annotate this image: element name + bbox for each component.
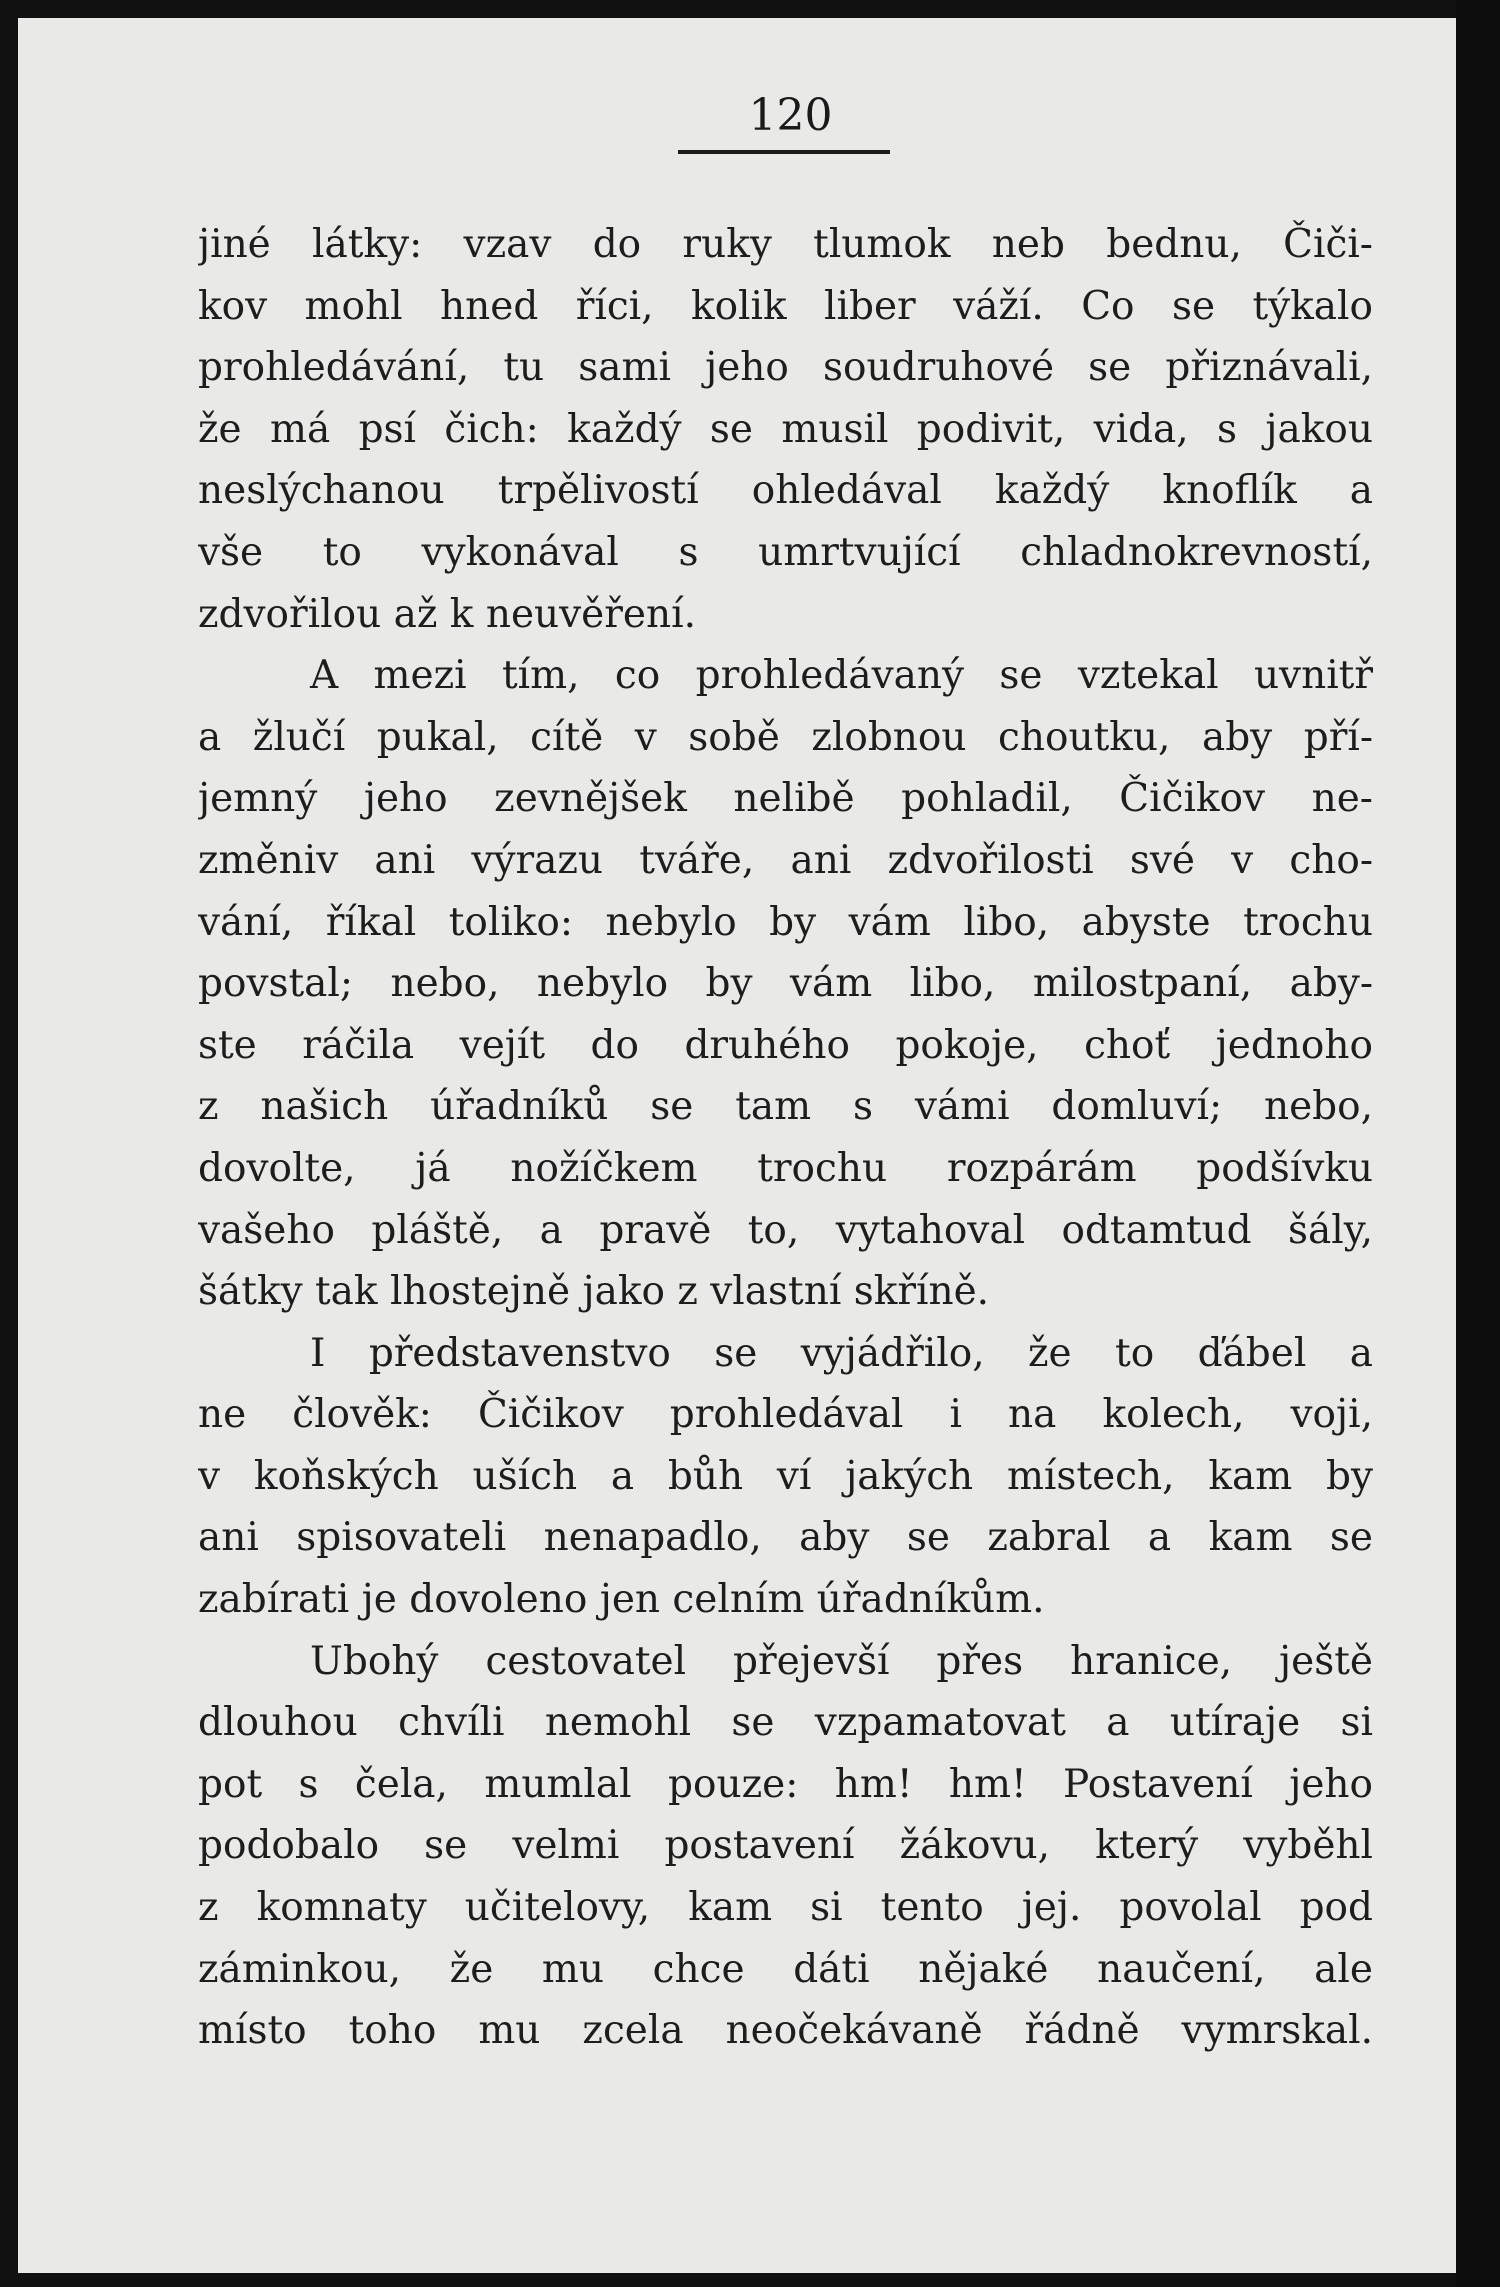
text-line: jiné látky: vzav do ruky tlumok neb bednu, Čiči-	[198, 222, 1373, 267]
text-line: A mezi tím, co prohledávaný se vztekal uvnitř	[310, 653, 1373, 699]
text-line: šátky tak lhostejně jako z vlastní skříně.	[198, 1269, 990, 1315]
text-line: záminkou, že mu chce dáti nějaké naučení, ale	[198, 1946, 1373, 1992]
text-line: I představenstvo se vyjádřilo, že to ďábel a	[310, 1330, 1373, 1376]
text-line: povstal; nebo, nebylo by vám libo, milostpaní, aby-	[198, 961, 1373, 1007]
text-line: v koňských uších a bůh ví jakých místech, kam by	[198, 1453, 1373, 1499]
page-number: 120	[748, 90, 833, 141]
text-line: a žlučí pukal, cítě v sobě zlobnou choutku, aby pří-	[198, 714, 1373, 760]
text-line: kov mohl hned říci, kolik liber váží. Co se týkalo	[198, 283, 1373, 329]
text-line: ne člověk: Čičikov prohledával i na kolech, voji,	[198, 1392, 1373, 1438]
text-line: zabírati je dovoleno jen celním úřadníkům.	[198, 1577, 1045, 1623]
text-line: že má psí čich: každý se musil podivit, vida, s jakou	[198, 406, 1373, 452]
text-line: neslýchanou trpělivostí ohledával každý knoflík a	[198, 468, 1373, 514]
text-line: pot s čela, mumlal pouze: hm! hm! Postavení jeho	[198, 1761, 1373, 1807]
book-page	[18, 18, 1456, 2273]
text-line: prohledávání, tu sami jeho soudruhové se přiznávali,	[198, 345, 1373, 391]
text-line: místo toho mu zcela neočekávaně řádně vymrskal.	[198, 2008, 1373, 2054]
text-line: zdvořilou až k neuvěření.	[198, 591, 696, 637]
text-line: ste ráčila vejít do druhého pokoje, choť jednoho	[198, 1022, 1373, 1068]
text-line: z komnaty učitelovy, kam si tento jej. povolal pod	[198, 1885, 1373, 1931]
page-number-rule	[678, 150, 890, 154]
text-line: vše to vykonával s umrtvující chladnokrevností,	[198, 529, 1373, 575]
text-line: změniv ani výrazu tváře, ani zdvořilosti své v cho-	[198, 837, 1373, 883]
text-line: dovolte, já nožíčkem trochu rozpárám podšívku	[198, 1145, 1373, 1191]
text-line: vašeho pláště, a pravě to, vytahoval odtamtud šály,	[198, 1207, 1373, 1253]
text-line: z našich úřadníků se tam s vámi domluví; nebo,	[198, 1084, 1373, 1130]
text-line: vání, říkal toliko: nebylo by vám libo, abyste trochu	[198, 899, 1373, 945]
text-line: ani spisovateli nenapadlo, aby se zabral a kam se	[198, 1515, 1373, 1561]
text-line: jemný jeho zevnějšek nelibě pohladil, Čičikov ne-	[198, 776, 1373, 822]
text-line: podobalo se velmi postavení žákovu, který vyběhl	[198, 1823, 1373, 1869]
body-text	[198, 214, 1373, 2062]
text-line: dlouhou chvíli nemohl se vzpamatovat a utíraje si	[198, 1700, 1373, 1746]
text-line: Ubohý cestovatel přejevší přes hranice, ještě	[310, 1638, 1373, 1684]
scan-border	[1456, 0, 1500, 2287]
